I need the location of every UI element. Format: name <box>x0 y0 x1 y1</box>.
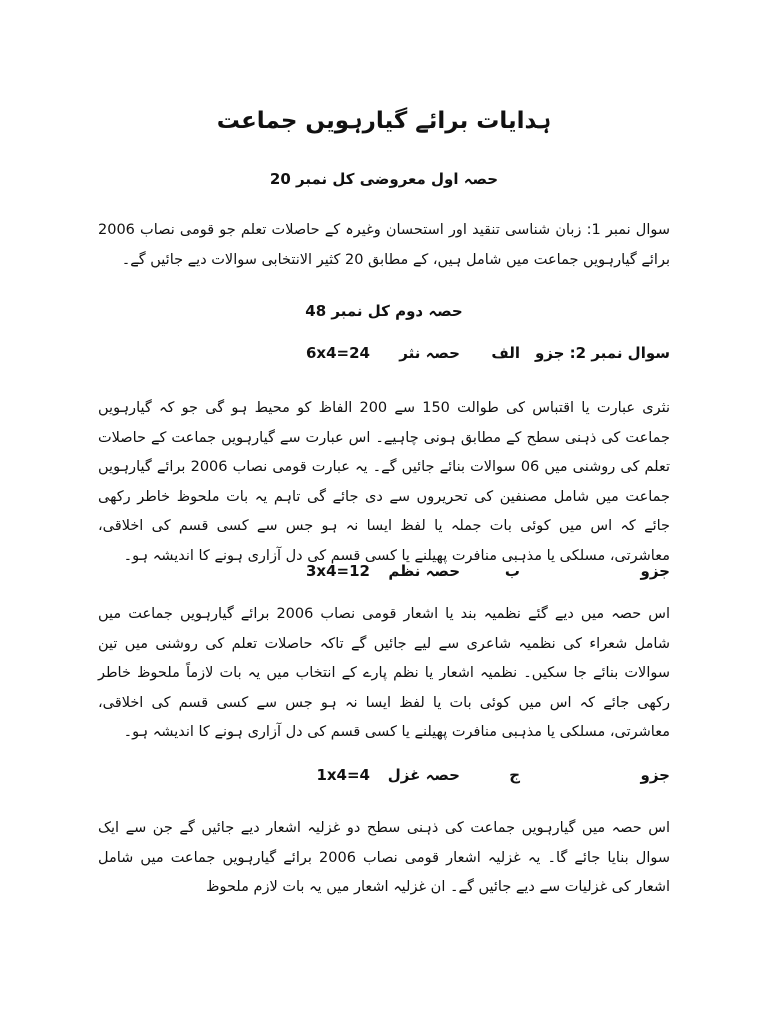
section-title: حصہ نظم <box>388 562 460 580</box>
section-label: جزو <box>640 766 670 784</box>
section-title: حصہ غزل <box>387 766 460 784</box>
part2-heading: حصہ دوم کل نمبر 48 <box>305 302 463 320</box>
prose-paragraph: نثری عبارت یا اقتباس کی طوالت 150 سے 200 الفاظ کو محیط ہو گی جو کہ گیارہویں جماعت کی ذہنی سطح کے مطابق ہونی چاہیے۔ اس عبارت سے گیارہویں جماعت کے حاصلات تعلم کی روشنی میں 06 سوالات بنائے جائیں گے۔ یہ عبارت قومی نصاب 2006 برائے گیارہویں جماعت میں شامل مصنفین کی تحریروں سے دی جائے گی تاہم یہ بات ملحوظ خاطر رکھی جائے کہ اس میں کوئی بات جملہ یا لفظ ایسا نہ ہو جس سے کسی قسم کی اخلاقی، معاشرتی، مسلکی یا مذہبی منافرت پھیلنے یا کسی قسم کی دل آزاری ہونے کا اندیشہ ہو۔ <box>98 400 670 564</box>
ghazal-paragraph: اس حصہ میں گیارہویں جماعت کی ذہنی سطح دو غزلیہ اشعار دیے جائیں گے جن سے ایک سوال بنایا جائے گا۔ یہ غزلیہ اشعار قومی نصاب 2006 برائے گیارہویں جماعت میں شامل اشعار کی غزلیات سے دیے جائیں گے۔ ان غزلیہ اشعار میں یہ بات لازم ملحوظ <box>98 820 670 895</box>
section-part: ج <box>509 766 520 784</box>
section-label: جزو <box>640 562 670 580</box>
section-part: الف <box>491 344 520 362</box>
part1-heading: حصہ اول معروضی کل نمبر 20 <box>269 170 499 188</box>
section-marks: 6x4=24 <box>306 344 370 362</box>
section-marks: 3x4=12 <box>306 562 370 580</box>
section-heading-poetry <box>98 562 670 586</box>
section-title: حصہ نثر <box>399 344 460 362</box>
section-label: سوال نمبر 2: جزو <box>534 344 670 362</box>
poetry-paragraph: اس حصہ میں دیے گئے نظمیہ بند یا اشعار قومی نصاب 2006 برائے گیارہویں جماعت میں شامل شعراء کی نظمیہ شاعری سے لیے جائیں گے تاکہ حاصلات تعلم کی روشنی میں تین سوالات بنائے جا سکیں۔ نظمیہ اشعار یا نظم پارے کے انتخاب میں یہ بات لازماً ملحوظ خاطر رکھی جائے کہ اس میں کوئی بات یا لفظ ایسا نہ ہو جس سے کسی قسم کی اخلاقی، معاشرتی، مسلکی یا مذہبی منافرت پھیلنے یا کسی قسم کی دل آزاری ہونے کا اندیشہ ہو۔ <box>98 606 670 740</box>
section-heading-prose <box>98 344 670 368</box>
question1-paragraph: سوال نمبر 1: زبان شناسی تنقید اور استحسان وغیرہ کے حاصلات تعلم جو قومی نصاب 2006 برائے گیارہویں جماعت میں شامل ہیں، کے مطابق 20 کثیر الانتخابی سوالات دیے جائیں گے۔ <box>98 222 671 268</box>
page-title: ہدایات برائے گیارہویں جماعت <box>216 108 552 134</box>
section-part: ب <box>504 562 520 580</box>
section-marks: 1x4=4 <box>316 766 370 784</box>
section-heading-ghazal <box>98 766 670 790</box>
